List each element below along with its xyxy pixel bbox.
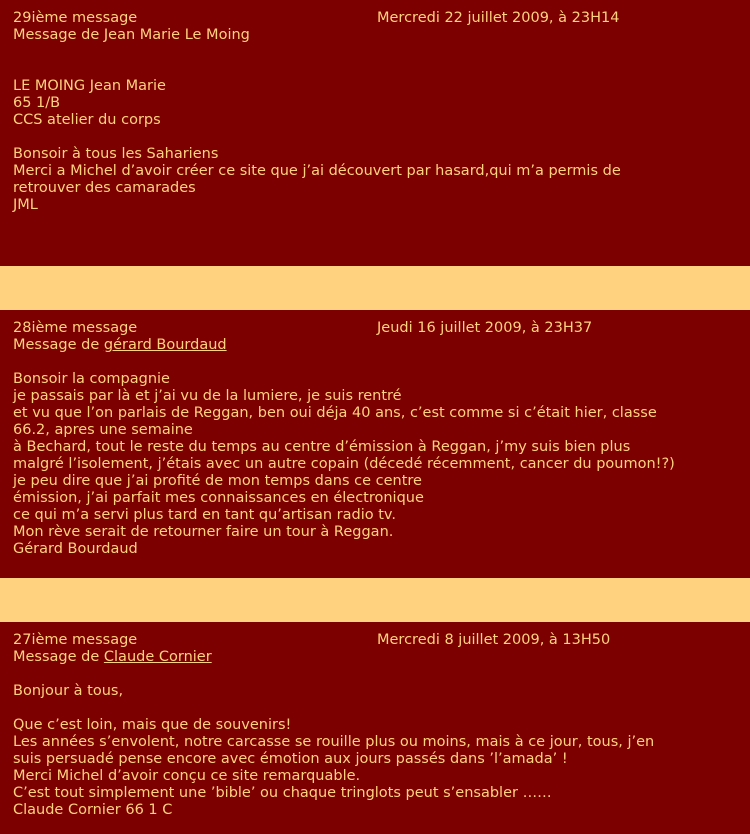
message-from <box>13 337 737 354</box>
message-line: Claude Cornier 66 1 C <box>13 802 173 818</box>
message-number: 28ième message <box>13 320 138 336</box>
message-line: suis persuadé pense encore avec émotion aux jours passés dans ’l’amada’ ! <box>13 751 568 767</box>
message-line: LE MOING Jean Marie <box>13 78 166 94</box>
author-link[interactable]: Claude Cornier <box>103 649 212 665</box>
message-line <box>13 129 737 146</box>
message-header <box>13 632 737 649</box>
message-line: Merci Michel d’avoir conçu ce site remarquable. <box>13 768 361 784</box>
message-line: JML <box>13 197 38 213</box>
message-line: Gérard Bourdaud <box>13 541 138 557</box>
message-block <box>0 0 750 266</box>
message-body <box>13 78 737 214</box>
message-line: Les années s’envolent, notre carcasse se rouille plus ou moins, mais à ce jour, tous, j’en <box>13 734 655 750</box>
message-line: malgré l’isolement, j’étais avec un autre copain (décedé récemment, cancer du poumon!?) <box>13 456 675 472</box>
message-line <box>13 700 737 717</box>
message-line: Mon rève serait de retourner faire un tour à Reggan. <box>13 524 394 540</box>
message-line: à Bechard, tout le reste du temps au centre d’émission à Reggan, j’my suis bien plus <box>13 439 631 455</box>
message-header <box>13 320 737 337</box>
message-line: retrouver des camarades <box>13 180 196 196</box>
message-line: 65 1/B <box>13 95 61 111</box>
message-block <box>0 622 750 834</box>
message-from <box>13 649 737 666</box>
from-prefix: Message de <box>13 649 104 665</box>
from-prefix: Message de <box>13 27 104 43</box>
author-link[interactable]: gérard Bourdaud <box>103 337 227 353</box>
message-number: 29ième message <box>13 10 138 26</box>
message-line: Bonsoir à tous les Sahariens <box>13 146 219 162</box>
message-line: C’est tout simplement une ’bible’ ou chaque tringlots peut s’ensabler …… <box>13 785 552 801</box>
message-line: Que c’est loin, mais que de souvenirs! <box>13 717 292 733</box>
message-from <box>13 27 737 44</box>
message-line: je peu dire que j’ai profité de mon temps dans ce centre <box>13 473 422 489</box>
message-block <box>0 310 750 578</box>
message-body <box>13 683 737 819</box>
message-line: je passais par là et j’ai vu de la lumiere, je suis rentré <box>13 388 402 404</box>
message-line: Bonjour à tous, <box>13 683 124 699</box>
message-header <box>13 10 737 27</box>
message-line: émission, j’ai parfait mes connaissances en électronique <box>13 490 424 506</box>
message-line: Merci a Michel d’avoir créer ce site que j’ai découvert par hasard,qui m’a permis de <box>13 163 621 179</box>
message-line: CCS atelier du corps <box>13 112 161 128</box>
message-number: 27ième message <box>13 632 138 648</box>
message-line: et vu que l’on parlais de Reggan, ben oui déja 40 ans, c’est comme si c’était hier, classe <box>13 405 657 421</box>
message-line: ce qui m’a servi plus tard en tant qu’artisan radio tv. <box>13 507 396 523</box>
message-author: Jean Marie Le Moing <box>103 27 250 43</box>
message-date: Mercredi 22 juillet 2009, à 23H14 <box>377 10 620 26</box>
from-prefix: Message de <box>13 337 104 353</box>
message-line: Bonsoir la compagnie <box>13 371 170 387</box>
message-date: Jeudi 16 juillet 2009, à 23H37 <box>377 320 593 336</box>
message-line: 66.2, apres une semaine <box>13 422 193 438</box>
message-body <box>13 371 737 558</box>
message-date: Mercredi 8 juillet 2009, à 13H50 <box>377 632 611 648</box>
